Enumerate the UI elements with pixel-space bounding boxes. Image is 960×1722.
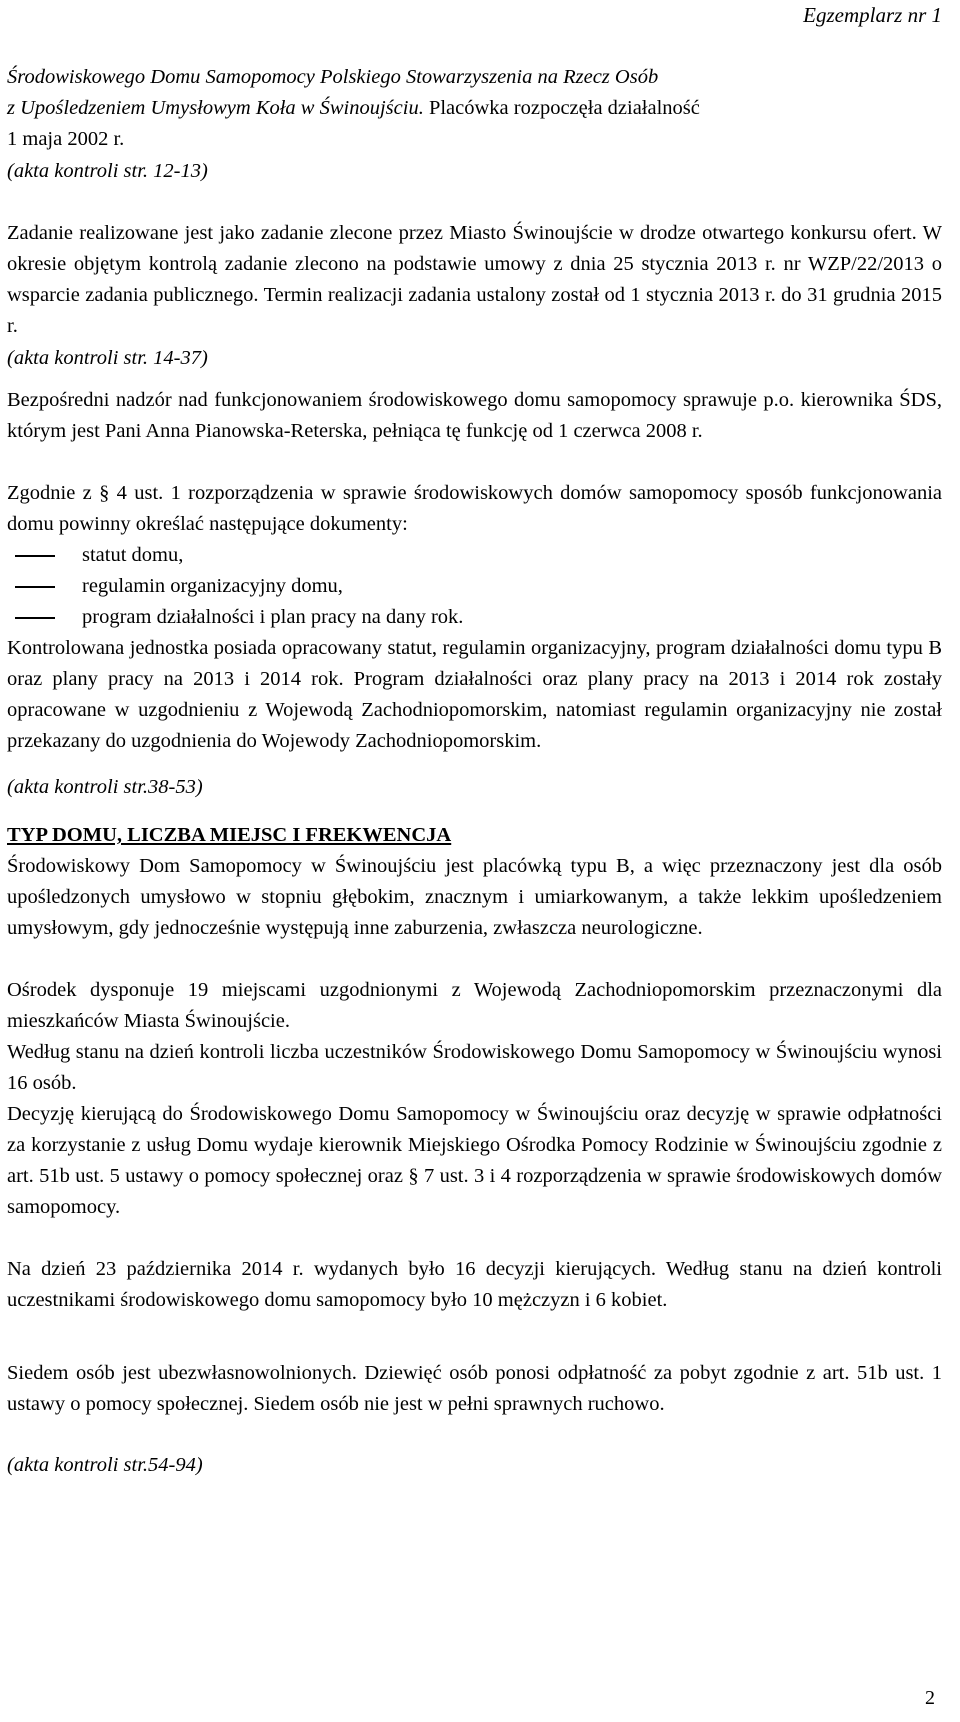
list-item-label: program działalności i plan pracy na dany rok.	[82, 606, 464, 628]
reference-14-37: (akta kontroli str. 14-37)	[7, 347, 208, 369]
intro-paragraph	[7, 62, 942, 155]
page-number: 2	[925, 1687, 935, 1709]
dash-bullet-icon	[15, 617, 55, 619]
list-item-label: regulamin organizacyjny domu,	[82, 575, 343, 597]
list-item-label: statut domu,	[82, 544, 184, 566]
list-item	[7, 571, 942, 602]
intro-line-1: Środowiskowego Domu Samopomocy Polskiego Stowarzyszenia na Rzecz Osób	[7, 66, 659, 88]
dash-bullet-icon	[15, 555, 55, 557]
regulation-paragraph: Zgodnie z § 4 ust. 1 rozporządzenia w sprawie środowiskowych domów samopomocy sposób funkcjonowania domu powinny określać następujące dokumenty:	[7, 482, 942, 535]
intro-line-2-italic: z Upośledzeniem Umysłowym Koła w Świnoujściu.	[7, 97, 424, 119]
places-paragraph: Ośrodek dysponuje 19 miejscami uzgodnionymi z Wojewodą Zachodniopomorskim przeznaczonymi dla mieszkańców Miasta Świnoujście.	[7, 979, 942, 1032]
intro-line-2-roman: Placówka rozpoczęła działalność	[423, 97, 700, 119]
documents-list	[7, 540, 942, 633]
list-item	[7, 602, 942, 633]
incapacitation-paragraph: Siedem osób jest ubezwłasnowolnionych. Dziewięć osób ponosi odpłatność za pobyt zgodnie z art. 51b ust. 1 ustawy o pomocy społecznej. Siedem osób nie jest w pełni sprawnych ruchowo.	[7, 1362, 942, 1415]
participants-paragraph: Według stanu na dzień kontroli liczba uczestników Środowiskowego Domu Samopomocy w Świnoujściu wynosi 16 osób.	[7, 1041, 942, 1094]
dash-bullet-icon	[15, 586, 55, 588]
decisions-paragraph: Decyzję kierującą do Środowiskowego Domu Samopomocy w Świnoujściu oraz decyzję w sprawie odpłatności za korzystanie z usług Domu wydaje kierownik Miejskiego Ośrodka Pomocy Rodzinie w Świnoujściu zgodnie z art. 51b ust. 5 ustawy o pomocy społecznej oraz § 7 ust. 3 i 4 rozporządzenia w sprawie środowiskowych domów samopomocy.	[7, 1103, 942, 1218]
section-heading: TYP DOMU, LICZBA MIEJSC I FREKWENCJA	[7, 824, 452, 846]
reference-12-13: (akta kontroli str. 12-13)	[7, 160, 208, 182]
reference-38-53: (akta kontroli str.38-53)	[7, 776, 203, 798]
list-item	[7, 540, 942, 571]
copy-label: Egzemplarz nr 1	[803, 3, 942, 27]
supervision-paragraph: Bezpośredni nadzór nad funkcjonowaniem środowiskowego domu samopomocy sprawuje p.o. kierownika ŚDS, którym jest Pani Anna Pianowska-Reterska, pełniąca tę funkcję od 1 czerwca 2008 r.	[7, 389, 942, 442]
decisions-count-paragraph: Na dzień 23 października 2014 r. wydanych było 16 decyzji kierujących. Według stanu na dzień kontroli uczestnikami środowiskowego domu samopomocy było 10 mężczyzn i 6 kobiet.	[7, 1258, 942, 1311]
contract-paragraph: Zadanie realizowane jest jako zadanie zlecone przez Miasto Świnoujście w drodze otwartego konkursu ofert. W okresie objętym kontrolą zadanie zlecono na podstawie umowy z dnia 25 stycznia 2013 r. nr WZP/22/2013 o wsparcie zadania publicznego. Termin realizacji zadania ustalony został od 1 stycznia 2013 r. do 31 grudnia 2015 r.	[7, 222, 942, 337]
intro-line-2	[7, 93, 942, 124]
reference-54-94: (akta kontroli str.54-94)	[7, 1454, 203, 1476]
documents-status-paragraph: Kontrolowana jednostka posiada opracowany statut, regulamin organizacyjny, program działalności domu typu B oraz plany pracy na 2013 i 2014 rok. Program działalności oraz plany pracy na 2013 i 2014 rok zostały opracowane w uzgodnieniu z Wojewodą Zachodniopomorskim, natomiast regulamin organizacyjny nie został przekazany do uzgodnienia do Wojewody Zachodniopomorskim.	[7, 637, 942, 752]
home-type-paragraph: Środowiskowy Dom Samopomocy w Świnoujściu jest placówką typu B, a więc przeznaczony jest dla osób upośledzonych umysłowo w stopniu głębokim, znacznym i umiarkowanym, a także lekkim upośledzeniem umysłowym, gdy jednocześnie występują inne zaburzenia, zwłaszcza neurologiczne.	[7, 855, 942, 939]
intro-line-3: 1 maja 2002 r.	[7, 128, 125, 150]
